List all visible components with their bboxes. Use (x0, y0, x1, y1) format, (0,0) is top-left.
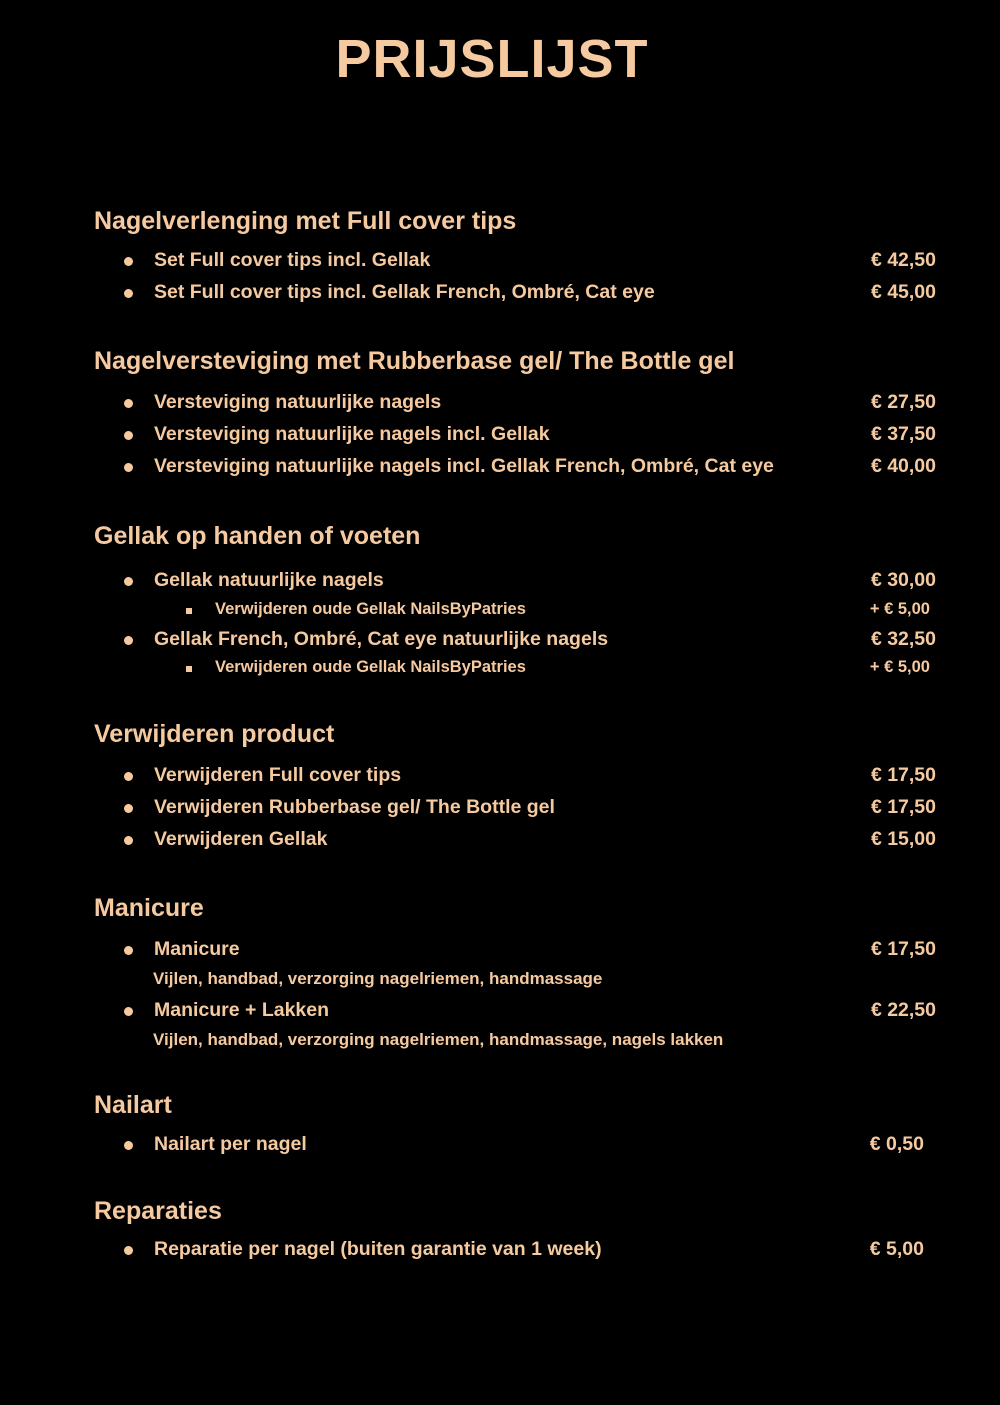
price-sub-row (0, 600, 1000, 630)
item-label: Verwijderen Full cover tips (154, 764, 402, 786)
bullet-icon (124, 289, 133, 298)
price-row (0, 423, 1000, 453)
price-row (0, 628, 1000, 658)
item-price: € 40,00 (870, 455, 936, 477)
section-heading-gellak: Gellak op handen of voeten (94, 522, 421, 550)
price-row (0, 796, 1000, 826)
item-price: € 0,50 (869, 1133, 924, 1155)
item-label: Versteviging natuurlijke nagels (154, 391, 442, 413)
bullet-icon (124, 399, 133, 408)
square-bullet-icon (186, 608, 192, 614)
item-label: Verwijderen Rubberbase gel/ The Bottle gel (154, 796, 555, 818)
item-label: Versteviging natuurlijke nagels incl. Gellak (154, 423, 550, 445)
item-label: Gellak natuurlijke nagels (154, 569, 384, 591)
section-heading-nailart: Nailart (94, 1091, 172, 1119)
price-row (0, 999, 1000, 1029)
bullet-icon (124, 257, 133, 266)
bullet-icon (124, 1246, 133, 1255)
bullet-icon (124, 431, 133, 440)
item-description: Vijlen, handbad, verzorging nagelriemen, handmassage, nagels lakken (153, 1030, 724, 1049)
item-label: Versteviging natuurlijke nagels incl. Gellak French, Ombré, Cat eye (154, 455, 774, 477)
bullet-icon (124, 772, 133, 781)
item-price: € 30,00 (870, 569, 936, 591)
section-heading-manicure: Manicure (94, 894, 204, 922)
item-price: € 15,00 (870, 828, 936, 850)
item-price: € 5,00 (869, 1238, 924, 1260)
item-price: € 17,50 (870, 764, 936, 786)
price-row (0, 764, 1000, 794)
bullet-icon (124, 804, 133, 813)
bullet-icon (124, 1007, 133, 1016)
bullet-icon (124, 1141, 133, 1150)
item-price: € 17,50 (870, 938, 936, 960)
bullet-icon (124, 463, 133, 472)
item-label: Set Full cover tips incl. Gellak (154, 249, 431, 271)
item-price: € 17,50 (870, 796, 936, 818)
item-description: Vijlen, handbad, verzorging nagelriemen, handmassage (153, 969, 603, 988)
bullet-icon (124, 636, 133, 645)
page-title: PRIJSLIJST (335, 29, 649, 89)
item-label: Reparatie per nagel (buiten garantie van 1 week) (154, 1238, 602, 1260)
bullet-icon (124, 946, 133, 955)
item-label: Nailart per nagel (154, 1133, 307, 1155)
price-row (0, 391, 1000, 421)
item-label: Verwijderen Gellak (154, 828, 328, 850)
price-row (0, 1133, 1000, 1163)
price-sub-row (0, 658, 1000, 688)
item-label: Manicure + Lakken (154, 999, 330, 1021)
item-price: € 37,50 (870, 423, 936, 445)
item-price: € 42,50 (870, 249, 936, 271)
item-label: Manicure (154, 938, 240, 960)
section-heading-nagelversteviging: Nagelversteviging met Rubberbase gel/ The Bottle gel (94, 347, 735, 375)
section-heading-reparaties: Reparaties (94, 1197, 222, 1225)
sub-item-price: + € 5,00 (869, 658, 930, 676)
price-row (0, 455, 1000, 485)
bullet-icon (124, 577, 133, 586)
item-price: € 22,50 (870, 999, 936, 1021)
square-bullet-icon (186, 666, 192, 672)
sub-item-price: + € 5,00 (869, 600, 930, 618)
price-row (0, 938, 1000, 968)
sub-item-label: Verwijderen oude Gellak NailsByPatries (215, 658, 526, 676)
price-row (0, 569, 1000, 599)
item-price: € 32,50 (870, 628, 936, 650)
sub-item-label: Verwijderen oude Gellak NailsByPatries (215, 600, 526, 618)
item-label: Gellak French, Ombré, Cat eye natuurlijke nagels (154, 628, 609, 650)
item-price: € 27,50 (870, 391, 936, 413)
section-heading-nagelverlenging: Nagelverlenging met Full cover tips (94, 207, 517, 235)
item-label: Set Full cover tips incl. Gellak French, Ombré, Cat eye (154, 281, 655, 303)
section-heading-verwijderen: Verwijderen product (94, 720, 335, 748)
bullet-icon (124, 836, 133, 845)
price-row (0, 281, 1000, 311)
item-price: € 45,00 (870, 281, 936, 303)
price-row (0, 828, 1000, 858)
price-row (0, 1238, 1000, 1268)
price-row (0, 249, 1000, 279)
